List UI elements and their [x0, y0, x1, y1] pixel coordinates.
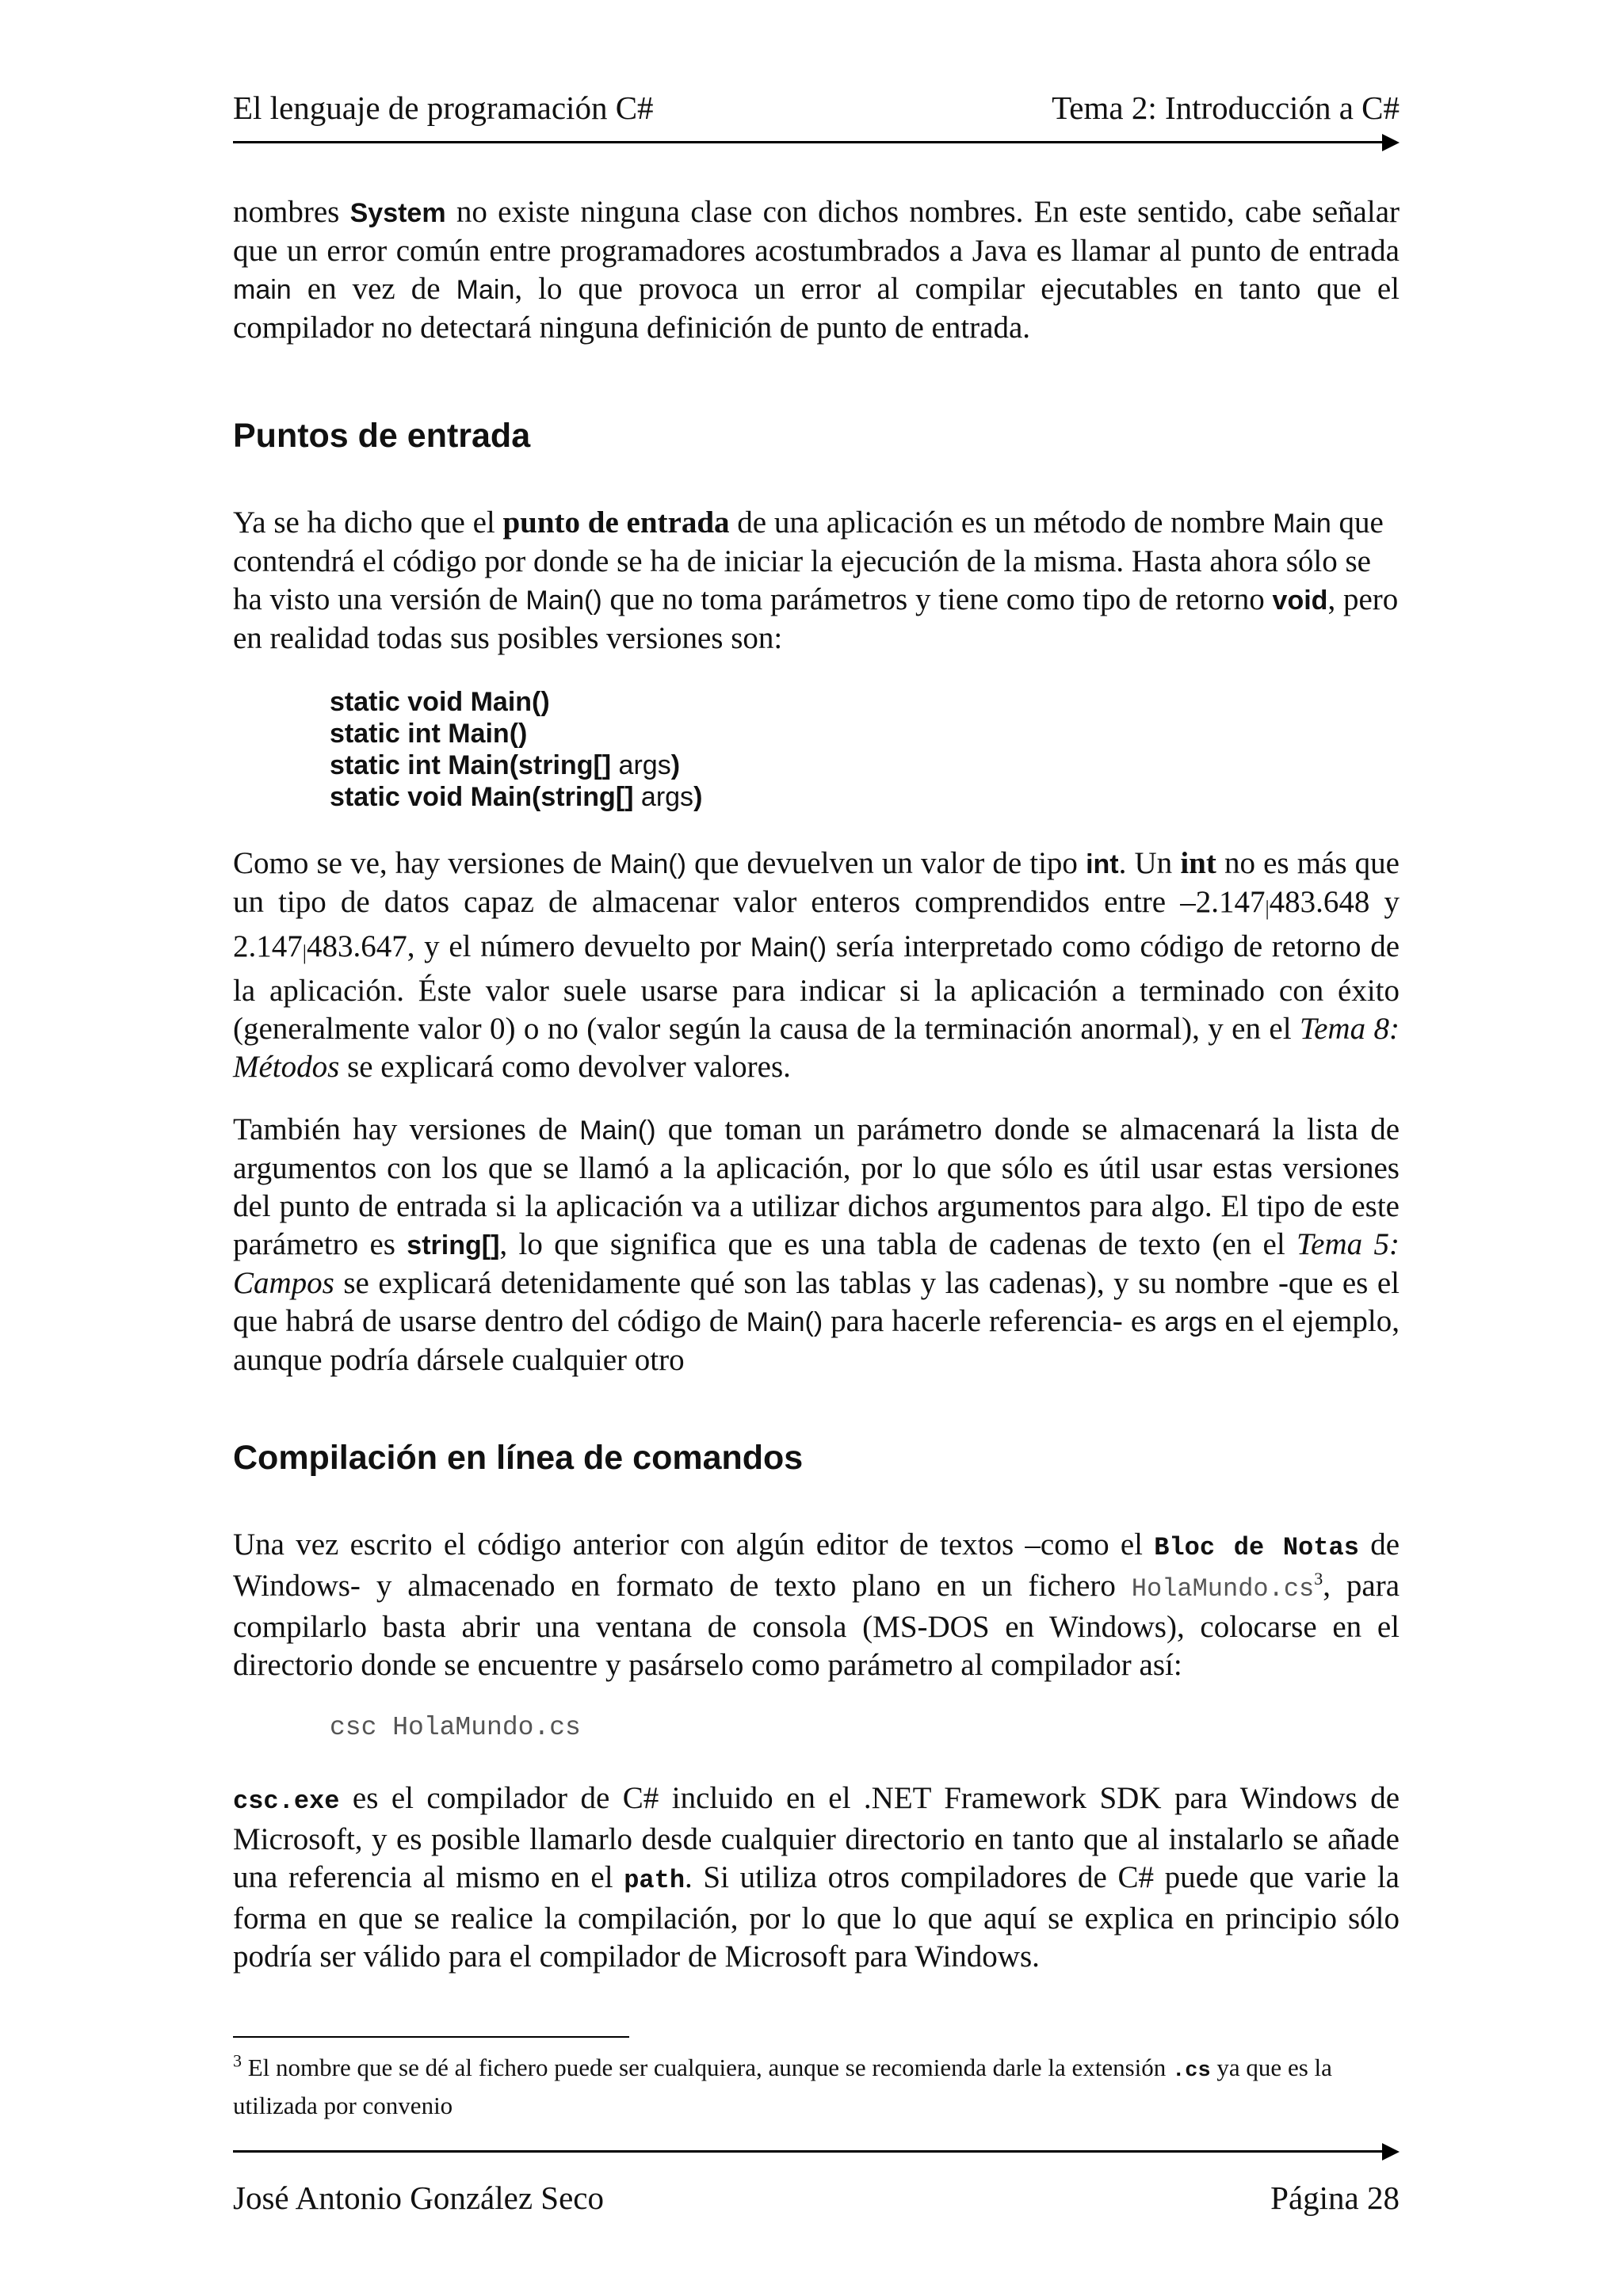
code-line: static void Main(string[] args) — [330, 782, 703, 812]
code-main: Main — [456, 275, 515, 305]
footer-author: José Antonio González Seco — [233, 2180, 604, 2216]
bold-entry-point: punto de entrada — [502, 505, 730, 540]
page-header — [233, 89, 1400, 130]
code-line: static int Main() — [330, 719, 528, 749]
command-line-example: csc HolaMundo.cs — [330, 1713, 581, 1742]
paragraph-compile: Una vez escrito el código anterior con algún editor de textos –como el Bloc de Notas de Windows- y almacenado en formato de texto plano en un fichero $HolaMundo.cs^3$, para compilarlo basta abrir una ventana de consola (MS-DOS en Windows), colocarse en el directorio donde se encuentre y pasárselo como parámetro al compilador así: — [233, 1527, 1400, 1682]
section-heading-command-line: Compilación en línea de comandos — [233, 1439, 804, 1477]
header-book-title: El lenguaje de programación C# — [233, 90, 654, 126]
paragraph-return-values: Como se ve, hay versiones de Main() que devuelven un valor de tipo int. Un int no es más que un tipo de datos capaz de almacenar valor enteros comprendidos entre –2.147|483.648 y 2.147|483.647, y el número devuelto por Main() sería interpretado como código de retorno de la aplicación. Éste valor suele usarse para indicar si la aplicación a terminado con éxito (generalmente valor 0) o no (valor según la causa de la terminación anormal), y en el Tema 8: Métodos se explicará como devolver valores. — [233, 846, 1400, 1084]
paragraph-arguments: También hay versiones de Main() que toman un parámetro donde se almacenará la lista de argumentos con los que se llamó a la aplicación, por lo que sólo es útil usar estas versiones del punto de entrada si la aplicación va a utilizar dichos argumentos para algo. El tipo de este parámetro es string[], lo que significa que es una tabla de cadenas de texto (en el Tema 5: Campos se explicará detenidamente qué son las tablas y las cadenas), y su nombre -que es el que habrá de usarse dentro del código de Main() para hacerle referencia- es args en el ejemplo, aunque podría dársele cualquier otro — [233, 1112, 1400, 1377]
page-number: Página 28 — [1270, 2180, 1400, 2216]
code-line: static void Main() — [330, 687, 550, 717]
code-block-main-signatures — [330, 686, 702, 813]
footnote: $^3$ El nombre que se dé al fichero puede ser cualquiera, aunque se recomienda darle la extensión .cs ya que es la utilizada por convenio — [233, 2050, 1332, 2119]
code-main-lower: main — [233, 275, 292, 305]
chapter-reference-fields: Tema 5: Campos — [233, 1227, 1400, 1300]
code-line: static int Main(string[] args) — [330, 750, 681, 780]
section-heading-entry-points: Puntos de entrada — [233, 417, 531, 455]
chapter-reference-methods: Tema 8: Métodos — [233, 1012, 1400, 1084]
footer-arrow-icon — [1382, 2143, 1400, 2161]
paragraph-entry-point: Ya se ha dicho que el punto de entrada de una aplicación es un método de nombre Main que contendrá el código por donde se ha de iniciar la ejecución de la misma. Hasta ahora sólo se ha visto una versión de Main() que no toma parámetros y tiene como tipo de retorno void, pero en realidad todas sus posibles versiones son: — [233, 505, 1399, 655]
header-rule — [233, 141, 1382, 143]
footnote-rule — [233, 2036, 629, 2038]
paragraph-csc: csc.exe es el compilador de C# incluido en el .NET Framework SDK para Windows de Microsoft, y es posible llamarlo desde cualquier directorio en tanto que al instalarlo se añade una referencia al mismo en el path. Si utiliza otros compiladores de C# puede que varie la forma en que se realice la compilación, por lo que lo que aquí se explica en principio sólo podría ser válido para el compilador de Microsoft para Windows. — [233, 1781, 1400, 1974]
code-system: System — [349, 198, 446, 228]
paragraph-intro: nombres System no existe ninguna clase con dichos nombres. En este sentido, cabe señalar que un error común entre programadores acostumbrados a Java es llamar al punto de entrada main en vez de Main, lo que provoca un error al compilar ejecutables en tanto que el compilador no detectará ninguna definición de punto de entrada. — [233, 195, 1400, 345]
page-footer — [233, 2179, 1400, 2220]
header-arrow-icon — [1382, 134, 1400, 151]
header-chapter-title: Tema 2: Introducción a C# — [1052, 90, 1400, 126]
footer-rule — [233, 2150, 1382, 2153]
